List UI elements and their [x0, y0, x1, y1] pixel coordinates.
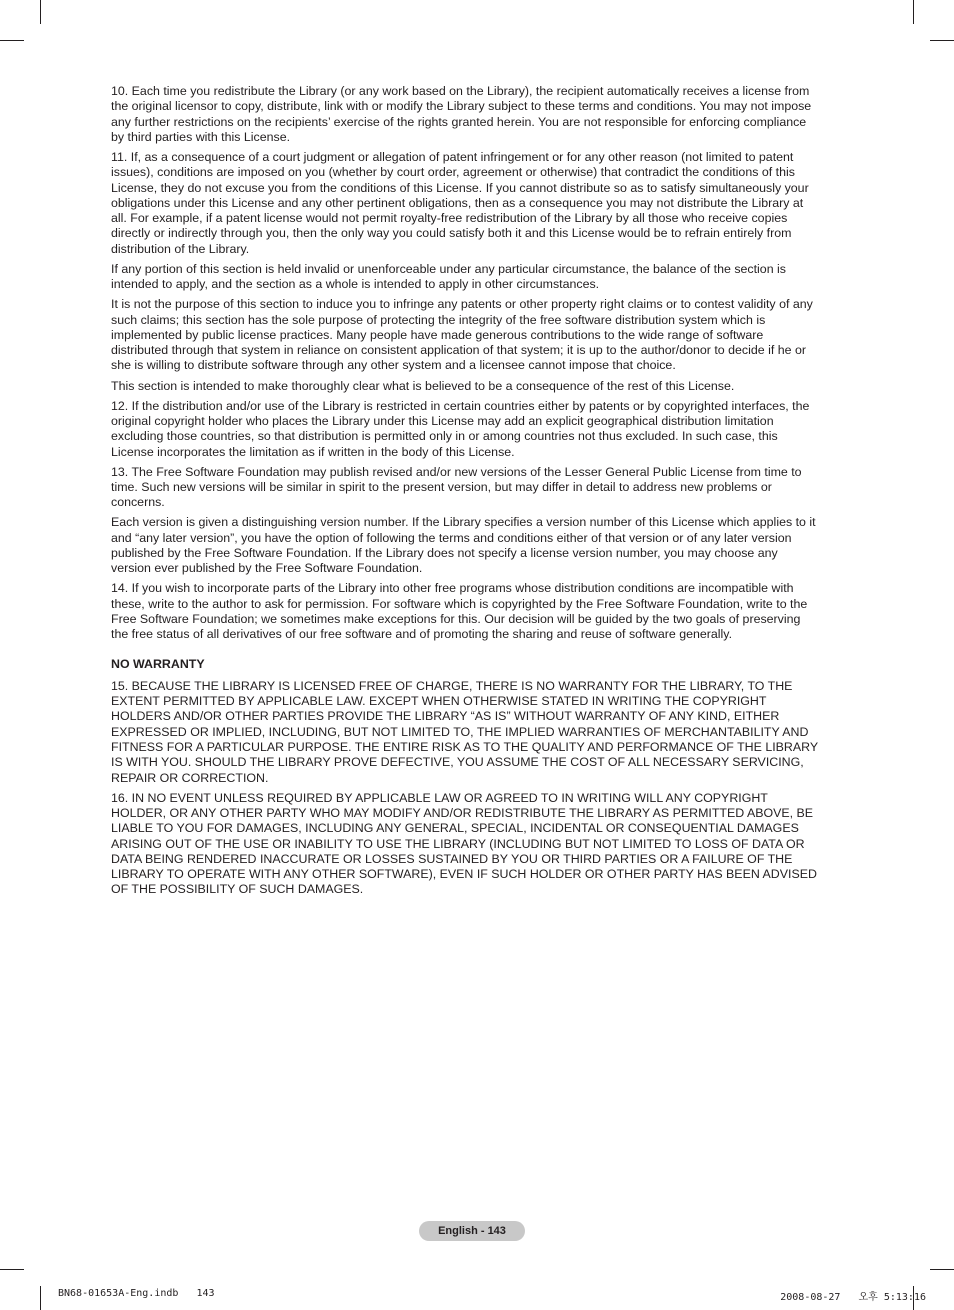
paragraph: 10. Each time you redistribute the Library (or any work based on the Library), the recipient automatically receives a license from the original licensor to copy, distribute, link with or modify the Library subject to these terms and conditions. You may not impose any further restrictions on the recipients’ exercise of the rights granted herein. You are not responsible for enforcing compliance by third parties with this License. [111, 84, 812, 144]
warranty-paragraph: 15. BECAUSE THE LIBRARY IS LICENSED FREE OF CHARGE, THERE IS NO WARRANTY FOR THE LIBRARY, TO THE EXTENT PERMITTED BY APPLICABLE LAW. EXCEPT WHEN OTHERWISE STATED IN WRITING THE COPYRIGHT HOLDERS AND/OR OTHER PARTIES PROVIDE THE LIBRARY “AS IS” WITHOUT WARRANTY OF ANY KIND, EITHER EXPRESSED OR IMPLIED, INCLUDING, BUT NOT LIMITED TO, THE IMPLIED WARRANTIES OF MERCHANTABILITY AND FITNESS FOR A PARTICULAR PURPOSE. THE ENTIRE RISK AS TO THE QUALITY AND PERFORMANCE OF THE LIBRARY IS WITH YOU. SHOULD THE LIBRARY PROVE DEFECTIVE, YOU ASSUME THE COST OF ALL NECESSARY SERVICING, REPAIR OR CORRECTION. [111, 678, 818, 785]
warranty-paragraph: 16. IN NO EVENT UNLESS REQUIRED BY APPLICABLE LAW OR AGREED TO IN WRITING WILL ANY COPYRIGHT HOLDER, OR ANY OTHER PARTY WHO MAY MODIFY AND/OR REDISTRIBUTE THE LIBRARY AS PERMITTED ABOVE, BE LIABLE TO YOU FOR DAMAGES, INCLUDING ANY GENERAL, SPECIAL, INCIDENTAL OR CONSEQUENTIAL DAMAGES ARISING OUT OF THE USE OR INABILITY TO USE THE LIBRARY (INCLUDING BUT NOT LIMITED TO LOSS OF DATA OR DATA BEING RENDERED INACCURATE OR LOSSES SUSTAINED BY YOU OR THIRD PARTIES OR A FAILURE OF THE LIBRARY TO OPERATE WITH ANY OTHER SOFTWARE), EVEN IF SUCH HOLDER OR OTHER PARTY HAS BEEN ADVISED OF THE POSSIBILITY OF SUCH DAMAGES. [111, 790, 817, 897]
crop-mark [40, 0, 41, 24]
footer-timestamp: 2008-08-27 오후 5:13:16 [780, 1292, 926, 1303]
crop-mark [930, 1269, 954, 1270]
page-number-badge: English - 143 [419, 1221, 525, 1241]
paragraph: 14. If you wish to incorporate parts of the Library into other free programs whose distribution conditions are incompatible with these, write to the author to ask for permission. For software which is copyrighted by the Free Software Foundation, write to the Free Software Foundation; we sometimes make exceptions for this. Our decision will be guided by the two goals of preserving the free status of all derivatives of our free software and of promoting the sharing and reuse of software generally. [111, 581, 808, 642]
license-text [111, 84, 821, 903]
footer-file-info: BN68-01653A-Eng.indb 143 [58, 1288, 215, 1299]
crop-mark [0, 1269, 24, 1270]
paragraph: 12. If the distribution and/or use of the Library is restricted in certain countries either by patents or by copyrighted interfaces, the original copyright holder who places the Library under this License may add an explicit geographical distribution limitation excluding those countries, so that distribution is permitted only in or among countries not thus excluded. In such case, this License incorporates the limitation as if written in the body of this License. [111, 398, 810, 459]
paragraph: If any portion of this section is held invalid or unenforceable under any particular circumstance, the balance of the section is intended to apply, and the section as a whole is intended to apply in other circumstances. [111, 261, 786, 292]
paragraph: 13. The Free Software Foundation may publish revised and/or new versions of the Lesser General Public License from time to time. Such new versions will be similar in spirit to the present version, but may differ in detail to address new problems or concerns. [111, 464, 802, 510]
crop-mark [0, 40, 24, 41]
crop-mark [930, 40, 954, 41]
crop-mark [913, 0, 914, 24]
crop-mark [40, 1286, 41, 1310]
paragraph: Each version is given a distinguishing version number. If the Library specifies a version number of this License which applies to it and “any later version”, you have the option of following the terms and conditions either of that version or of any later version published by the Free Software Foundation. If the Library does not specify a license version number, you may choose any version ever published by the Free Software Foundation. [111, 515, 816, 576]
paragraph: It is not the purpose of this section to induce you to infringe any patents or other property right claims or to contest validity of any such claims; this section has the sole purpose of protecting the integrity of the free software distribution system which is implemented by public license practices. Many people have made generous contributions to the wide range of software distributed through that system in reliance on consistent application of that system; it is up to the author/donor to decide if he or she is willing to distribute software through any other system and a licensee cannot impose that choice. [111, 297, 813, 373]
paragraph: This section is intended to make thoroughly clear what is believed to be a consequence of the rest of this License. [111, 378, 735, 393]
paragraph: 11. If, as a consequence of a court judgment or allegation of patent infringement or for any other reason (not limited to patent issues), conditions are imposed on you (whether by court order, agreement or otherwise) that contradict the conditions of this License, they do not excuse you from the conditions of this License. If you cannot distribute so as to satisfy simultaneously your obligations under this License and any other pertinent obligations, then as a consequence you may not distribute the Library at all. For example, if a patent license would not permit royalty-free redistribution of the Library by all those who receive copies directly or indirectly through you, then the only way you could satisfy both it and this License would be to refrain entirely from distribution of the Library. [111, 149, 809, 256]
warranty-heading: NO WARRANTY [111, 657, 205, 672]
